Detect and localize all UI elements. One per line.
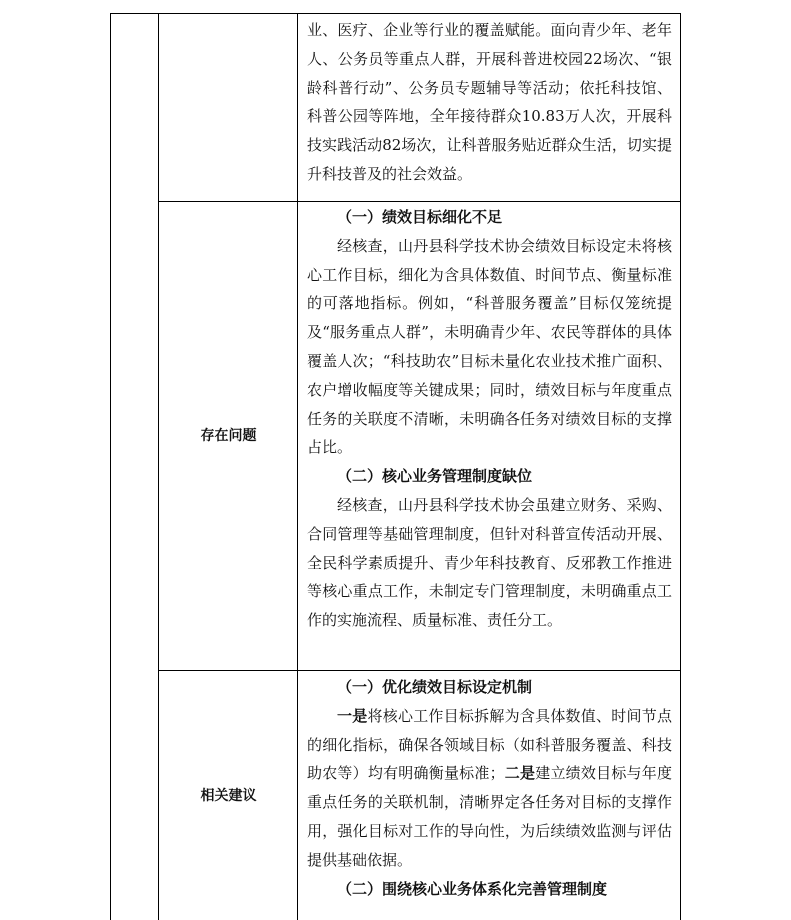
section-heading: （二）核心业务管理制度缺位 (337, 467, 533, 486)
paragraph: 业、医疗、企业等行业的覆盖赋能。面向青少年、老年人、公务员等重点人群，开展科普进校园22场次、“银龄科普行动”、公务员专题辅导等活动；依托科技馆、科普公园等阵地，全年接待群众10.83万人次，开展科技实践活动82场次，让科普服务贴近群众生活，切实提升科技普及的社会效益。 (307, 21, 672, 183)
row-divider-1 (158, 201, 681, 202)
row-divider-2 (158, 670, 681, 671)
paragraph: 经核查，山丹县科学技术协会绩效目标设定未将核心工作目标，细化为含具体数值、时间节点、衡量标准的可落地指标。例如，“科普服务覆盖”目标仅笼统提及“服务重点人群”，未明确青少年、农民等群体的具体覆盖人次；“科技助农”目标未量化农业技术推广面积、农户增收幅度等关键成果；同时，绩效目标与年度重点任务的关联度不清晰，未明确各任务对绩效目标的支撑占比。 (307, 236, 672, 457)
row-label-suggestions: 相关建议 (200, 788, 257, 804)
paragraph-text: 建立绩效目标与年度重点任务的关联机制，清晰界定各任务对目标的支撑作用，强化目标对工作的导向性，为后续绩效监测与评估提供基础依据。 (307, 764, 672, 869)
row-content-continuation (307, 16, 672, 189)
table-border-left (110, 13, 111, 920)
row-content-issues (307, 203, 672, 635)
section-heading: （一）优化绩效目标设定机制 (337, 678, 533, 696)
table-border-right (680, 13, 681, 920)
row-content-suggestions (307, 673, 672, 903)
paragraph: 经核查，山丹县科学技术协会虽建立财务、采购、合同管理等基础管理制度，但针对科普宣传活动开展、全民科学素质提升、青少年科技教育、反邪教工作推进等核心重点工作，未制定专门管理制度，未明确重点工作的实施流程、质量标准、责任分工。 (307, 495, 672, 630)
emphasis-first: 一是 (337, 706, 368, 725)
section-heading: （一）绩效目标细化不足 (337, 208, 503, 226)
row-label-issues: 存在问题 (200, 428, 257, 444)
table-divider-col1 (158, 13, 159, 920)
table-border-top (110, 13, 681, 14)
paragraph-text: 将核心工作目标拆解为含具体数值、时间节点的细化指标，确保各领域目标（如科普服务覆盖、科技助农等）均有明确衡量标准； (307, 706, 672, 783)
emphasis-second: 二是 (504, 764, 536, 783)
table-divider-col2 (297, 13, 298, 920)
section-heading: （二）围绕核心业务体系化完善管理制度 (337, 879, 608, 898)
paragraph (307, 702, 672, 875)
